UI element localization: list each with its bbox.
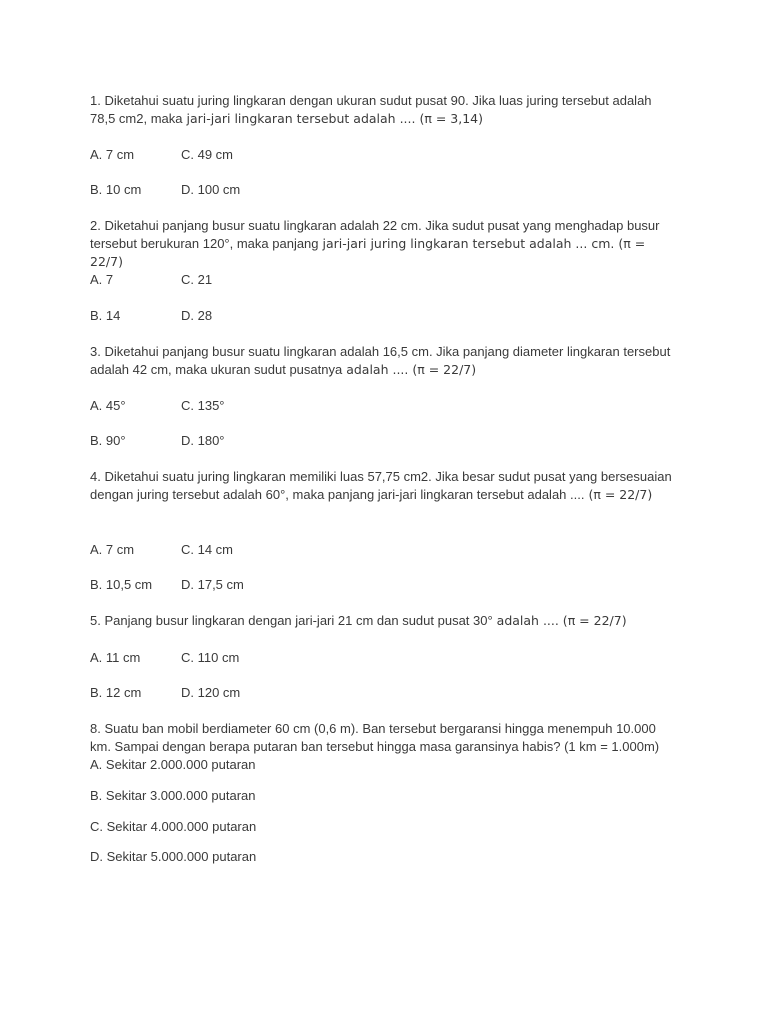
question-8-option-c: C. Sekitar 4.000.000 putaran bbox=[90, 819, 257, 834]
question-3-option-d: D. 180° bbox=[181, 433, 225, 448]
question-5-text bbox=[90, 612, 680, 630]
question-5-main: 5. Panjang busur lingkaran dengan jari-jari 21 cm dan sudut pusat 30° bbox=[90, 613, 493, 628]
question-3-option-a: A. 45° bbox=[90, 398, 126, 413]
question-1-option-a: A. 7 cm bbox=[90, 147, 135, 162]
question-4-option-a: A. 7 cm bbox=[90, 542, 135, 557]
question-3-main: 3. Diketahui panjang busur suatu lingkaran adalah 16,5 cm. Jika panjang diameter lingkaran tersebut adalah 42 cm, maka ukuran sudut pusatnya bbox=[90, 344, 671, 377]
question-4-main: 4. Diketahui suatu juring lingkaran memiliki luas 57,75 cm2. Jika besar sudut pusat yang bersesuaian dengan juring tersebut adalah 60°, maka panjang jari-jari lingkaran tersebut adalah .... bbox=[90, 469, 672, 502]
question-2-text bbox=[90, 217, 680, 271]
question-2-tail: jari-jari juring lingkaran tersebut adalah ... cm. (π = 22/7) bbox=[90, 236, 646, 269]
question-8-text: 8. Suatu ban mobil berdiameter 60 cm (0,6 m). Ban tersebut bergaransi hingga menempuh 10.000 km. Sampai dengan berapa putaran ban tersebut hingga masa garansinya habis? (1 km = 1.000m) bbox=[90, 721, 660, 754]
question-3-tail: adalah .... (π = 22/7) bbox=[342, 362, 477, 377]
question-2-option-d: D. 28 bbox=[181, 308, 213, 323]
question-1-option-c: C. 49 cm bbox=[181, 147, 234, 162]
question-8-option-a: A. Sekitar 2.000.000 putaran bbox=[90, 757, 256, 772]
question-8-option-b: B. Sekitar 3.000.000 putaran bbox=[90, 788, 256, 803]
question-2-option-a: A. 7 bbox=[90, 272, 114, 287]
question-5-option-b: B. 12 cm bbox=[90, 685, 142, 700]
question-4-option-d: D. 17,5 cm bbox=[181, 577, 244, 592]
question-1-text bbox=[90, 92, 680, 128]
question-5-tail: adalah .... (π = 22/7) bbox=[492, 613, 627, 628]
question-1-option-d: D. 100 cm bbox=[181, 182, 241, 197]
question-2-main: 2. Diketahui panjang busur suatu lingkaran adalah 22 cm. Jika sudut pusat yang menghadap busur tersebut berukuran 120°, maka panjang bbox=[90, 218, 660, 251]
question-3-option-c: C. 135° bbox=[181, 398, 225, 413]
question-3-text bbox=[90, 343, 680, 379]
question-2-option-c: C. 21 bbox=[181, 272, 213, 287]
question-5-option-c: C. 110 cm bbox=[181, 650, 240, 665]
question-4-option-c: C. 14 cm bbox=[181, 542, 234, 557]
question-4-tail: (π = 22/7) bbox=[584, 487, 653, 502]
question-4-text bbox=[90, 468, 680, 504]
question-4-option-b: B. 10,5 cm bbox=[90, 577, 153, 592]
question-5-option-d: D. 120 cm bbox=[181, 685, 241, 700]
question-2-option-b: B. 14 bbox=[90, 308, 121, 323]
question-8-option-d: D. Sekitar 5.000.000 putaran bbox=[90, 849, 257, 864]
question-1-main: 1. Diketahui suatu juring lingkaran dengan ukuran sudut pusat 90. Jika luas juring tersebut adalah 78,5 cm2, maka bbox=[90, 93, 652, 126]
question-1-tail: jari-jari lingkaran tersebut adalah .... (π = 3,14) bbox=[182, 111, 483, 126]
question-1-option-b: B. 10 cm bbox=[90, 182, 142, 197]
question-5-option-a: A. 11 cm bbox=[90, 650, 141, 665]
question-3-option-b: B. 90° bbox=[90, 433, 126, 448]
